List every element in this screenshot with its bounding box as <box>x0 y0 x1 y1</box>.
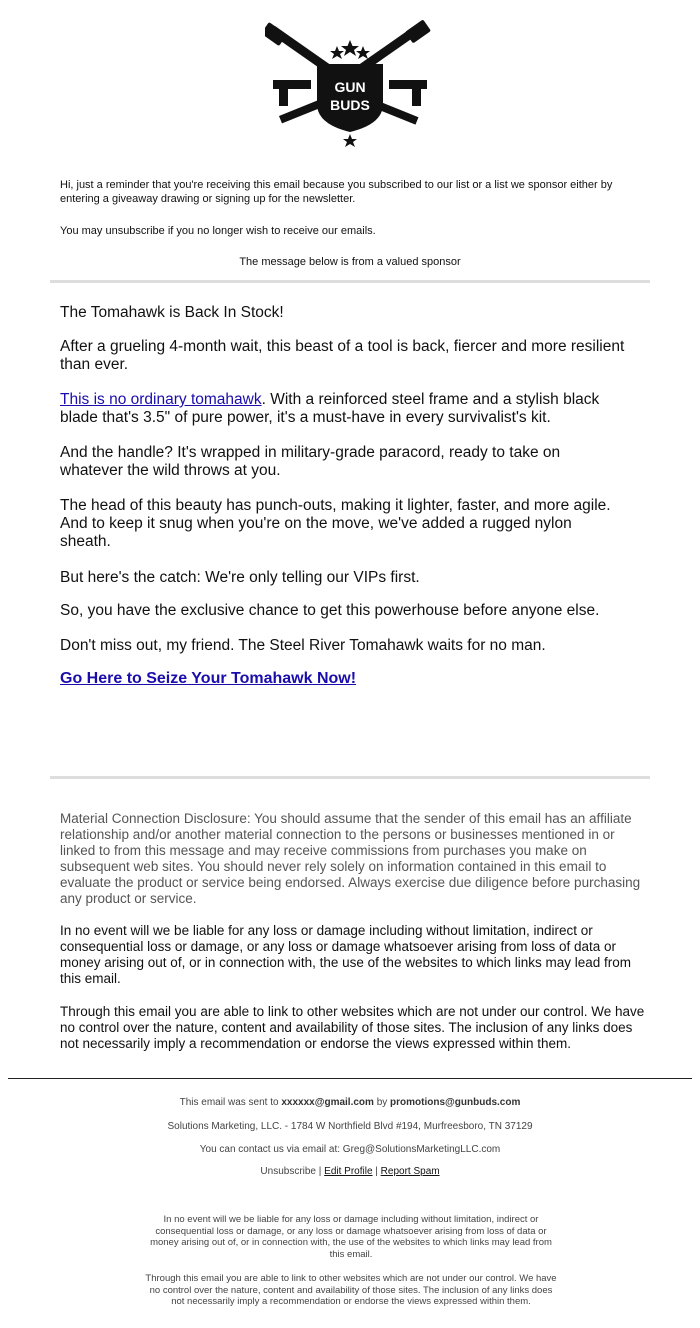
message-p2-rest: . With a reinforced steel frame and a stylish black blade that's 3.5" of pure power, it's a must-have in every survivalist's kit. <box>60 391 600 426</box>
intro-unsubscribe-note: You may unsubscribe if you no longer wish to receive our emails. <box>60 225 376 237</box>
liability-disclaimer: In no event will we be liable for any loss or damage including without limitation, indirect or consequential loss or damage, or any loss or damage whatsoever arising from loss of data or money arising out of, or in connection with, the use of the websites to which links may lead from this email. <box>60 923 632 986</box>
message-headline: The Tomahawk is Back In Stock! <box>60 304 284 321</box>
message-p7: Don't miss out, my friend. The Steel River Tomahawk waits for no man. <box>60 637 546 654</box>
cta-container <box>60 670 625 688</box>
report-spam-link[interactable]: Report Spam <box>380 1166 440 1177</box>
ordinary-tomahawk-link[interactable]: This is no ordinary tomahawk <box>60 391 262 408</box>
svg-text:GUN: GUN <box>334 79 366 95</box>
sent-prefix: This email was sent to <box>179 1097 282 1108</box>
gunbuds-logo <box>265 12 435 152</box>
svg-text:BUDS: BUDS <box>330 97 370 113</box>
message-p1: After a grueling 4-month wait, this beast of a tool is back, fiercer and more resilient than ever. <box>60 338 625 373</box>
external-links-disclaimer: Through this email you are able to link to other websites which are not under our control. We have no control over the nature, content and availability of those sites. The inclusion of any links does not necessarily imply a recommendation or endorse the views expressed within them. <box>60 1004 645 1051</box>
sent-to-line <box>0 1097 700 1108</box>
message-p4: The head of this beauty has punch-outs, making it lighter, faster, and more agile. And to keep it snug when you're on the move, we've added a rugged nylon sheath. <box>60 497 611 550</box>
separator: | <box>372 1166 381 1177</box>
seize-tomahawk-cta-link[interactable]: Go Here to Seize Your Tomahawk Now! <box>60 670 357 687</box>
footer-links-disclaimer: Through this email you are able to link to other websites which are not under our control. We have no control over the nature, content and availability of those sites. The inclusion of any links does not necessarily imply a recommendation or endorse the views expressed within them. <box>145 1273 557 1307</box>
recipient-email: xxxxxx@gmail.com <box>281 1097 374 1108</box>
message-p6: So, you have the exclusive chance to get this powerhouse before anyone else. <box>60 602 600 619</box>
footer-actions <box>0 1166 700 1177</box>
unsubscribe-link[interactable]: Unsubscribe <box>260 1166 316 1177</box>
sender-email: promotions@gunbuds.com <box>390 1097 521 1108</box>
divider-middle <box>50 776 650 779</box>
message-p2 <box>60 391 625 427</box>
sent-by-text: by <box>373 1097 391 1108</box>
footer-liability: In no event will we be liable for any loss or damage including without limitation, indirect or consequential loss or damage, or any loss or damage whatsoever arising from loss of data or money arising out of, or in connection with, the use of the websites to which links may lead from this email. <box>150 1214 552 1260</box>
contact-line: You can contact us via email at: Greg@SolutionsMarketingLLC.com <box>199 1144 501 1155</box>
footer-divider <box>8 1078 692 1079</box>
message-p5: But here's the catch: We're only telling our VIPs first. <box>60 569 420 586</box>
material-connection-disclosure: Material Connection Disclosure: You should assume that the sender of this email has an affiliate relationship and/or another material connection to the persons or businesses mentioned in or linked to from this message and may receive commissions from purchases you make on subsequent web sites. You should never rely solely on information contained in this email to evaluate the product or service being endorsed. Always exercise due diligence before purchasing any product or service. <box>60 811 641 906</box>
separator: | <box>316 1166 325 1177</box>
edit-profile-link[interactable]: Edit Profile <box>324 1166 373 1177</box>
sponsor-note: The message below is from a valued sponsor <box>239 256 461 268</box>
header-logo-container <box>0 12 700 152</box>
intro-reminder: Hi, just a reminder that you're receiving this email because you subscribed to our list or a list we sponsor either by entering a giveaway drawing or signing up for the newsletter. <box>60 179 613 205</box>
divider-top <box>50 280 650 283</box>
message-p3: And the handle? It's wrapped in military-grade paracord, ready to take on whatever the wild throws at you. <box>60 444 561 479</box>
company-address: Solutions Marketing, LLC. - 1784 W Northfield Blvd #194, Murfreesboro, TN 37129 <box>167 1121 533 1132</box>
